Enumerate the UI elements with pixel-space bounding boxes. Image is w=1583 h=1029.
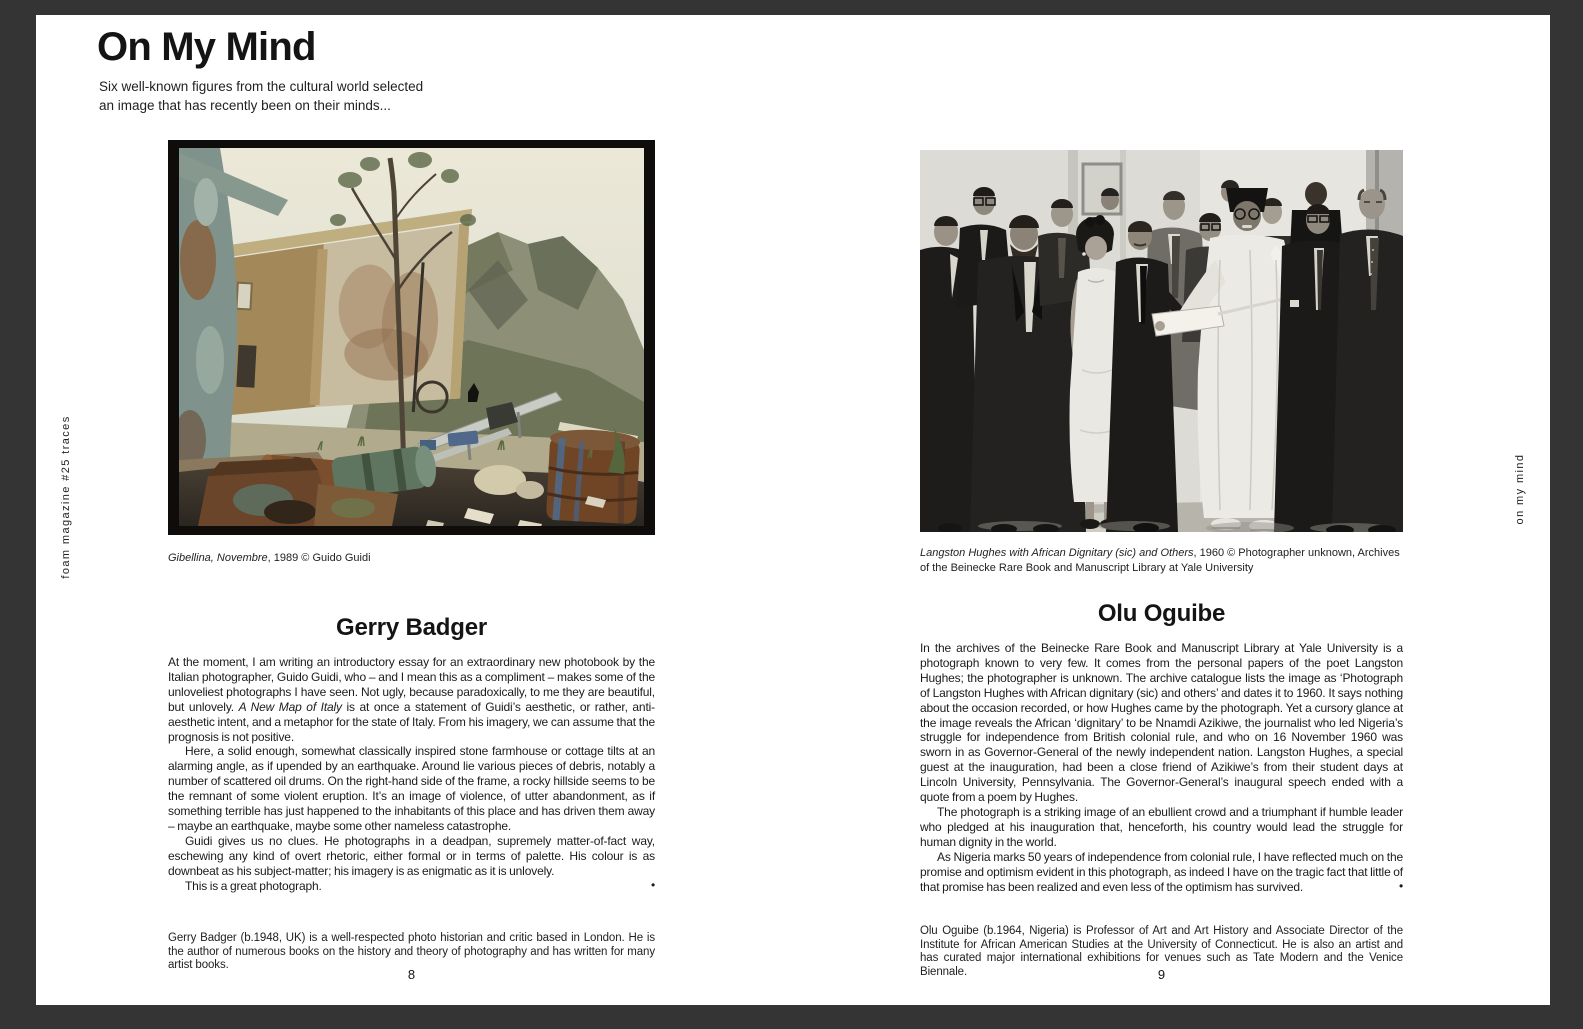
paragraph: Guidi gives us no clues. He photographs in a deadpan, supremely matter-of-fact way, eschewing any kind of overt rhetoric, either formal or in terms of palette. His colour is as downbeat as his subject-matter; his imagery is as enigmatic as it is unlovely. — [168, 833, 655, 878]
page-paper — [36, 15, 1550, 1005]
page-number-left: 8 — [407, 967, 416, 982]
caption-langston-hughes — [920, 546, 1407, 576]
article-olu-oguibe — [920, 641, 1403, 894]
page-subtitle — [99, 77, 423, 115]
end-bullet: • — [1398, 878, 1403, 893]
book-title-italic: A New Map of Italy — [238, 699, 342, 714]
caption-work-title: Langston Hughes with African Dignitary (sic) and Others — [920, 547, 1194, 559]
subtitle-line-1: Six well-known figures from the cultural world selected — [99, 79, 424, 94]
caption-gibellina — [168, 551, 655, 566]
spine-text-right: on my mind — [1514, 453, 1526, 525]
bio-olu-oguibe: Olu Oguibe (b.1964, Nigeria) is Professor of Art and Art History and Associate Director of the Institute for African American Studies at the University of Connecticut. He is also an artist and has curated major international exhibitions for venues such as Tate Modern and the Venice Biennale. — [920, 925, 1403, 978]
subtitle-line-2: an image that has recently been on their minds... — [99, 98, 391, 113]
caption-credit: , 1960 © Photographer unknown, Archives of the Beinecke Rare Book and Manuscript Library at Yale University — [920, 547, 1400, 574]
paragraph — [168, 879, 655, 894]
page-number-right: 9 — [1157, 967, 1166, 982]
author-heading-olu-oguibe: Olu Oguibe — [1097, 600, 1226, 627]
paragraph — [168, 655, 655, 744]
author-heading-gerry-badger: Gerry Badger — [336, 614, 487, 641]
gibellina-photo — [168, 140, 655, 535]
paragraph: The photograph is a striking image of an ebullient crowd and a triumphant if humble leader who pledged at his inauguration that, henceforth, his country would lead the struggle for human dignity in the world. — [920, 804, 1403, 849]
spine-text-left: foam magazine #25 traces — [60, 415, 72, 579]
paragraph-text: is at once a statement of Guidi’s aesthetic, or rather, anti-aesthetic intent, and a metaphor for the state of Italy. From his imagery, we can assume that the prognosis is not positive. — [168, 699, 655, 744]
caption-work-title: Gibellina, Novembre — [168, 552, 268, 564]
paragraph: Here, a solid enough, somewhat classically inspired stone farmhouse or cottage tilts at an alarming angle, as if upended by an earthquake. Around lie various pieces of debris, notably a number of scattered oil drums. On the right-hand side of the frame, a rocky hillside seems to be the remnant of some violent eruption. It’s an image of violence, of utter abandonment, as if something terrible has just happened to the inhabitants of this place and has driven them away – maybe an earthquake, maybe some other nameless catastrophe. — [168, 744, 655, 833]
paragraph: In the archives of the Beinecke Rare Book and Manuscript Library at Yale University is a photograph known to very few. It comes from the personal papers of the poet Langston Hughes; the photographer is unknown. The archive catalogue lists the image as ‘Photograph of Langston Hughes with African dignitary (sic) and others’ and dates it to 1960. It says nothing about the occasion recorded, or how Hughes came by the photograph. Yet a cursory glance at the image reveals the African ‘dignitary’ to be Nnamdi Azikiwe, the journalist who led Nigeria’s struggle for independence from British colonial rule, and who on 16 November 1960 was sworn in as Governor-General of the newly independent nation. Langston Hughes, a special guest at the inauguration, had been a close friend of Azikiwe’s from their student days at Lincoln University, Pennsylvania. The Governor-General’s inaugural speech ended with a quote from a poem by Hughes. — [920, 641, 1403, 805]
paragraph — [920, 850, 1403, 895]
end-bullet: • — [650, 877, 655, 892]
caption-credit: , 1989 © Guido Guidi — [267, 552, 371, 564]
page-title: On My Mind — [97, 25, 316, 69]
article-gerry-badger — [168, 655, 655, 894]
bio-gerry-badger: Gerry Badger (b.1948, UK) is a well-respected photo historian and critic based in London. He is the author of numerous books on the history and theory of photography and has written for many artist books. — [168, 932, 655, 972]
paragraph-text: As Nigeria marks 50 years of independence from colonial rule, I have reflected much on the promise and optimism evident in this photograph, as indeed I have on the tragic fact that little of that promise has been realized and even less of the optimism has survived. — [920, 849, 1403, 894]
paragraph-text: At the moment, I am writing an introductory essay for an extraordinary new photobook by the Italian photographer, Guido Guidi, who – and I mean this as a compliment – makes some of the unloveliest photographs I have seen. Not ugly, because paradoxically, to me they are beautiful, but unlovely. — [168, 655, 655, 714]
paragraph-text: This is a great photograph. — [185, 878, 322, 893]
langston-hughes-photo — [920, 150, 1403, 532]
